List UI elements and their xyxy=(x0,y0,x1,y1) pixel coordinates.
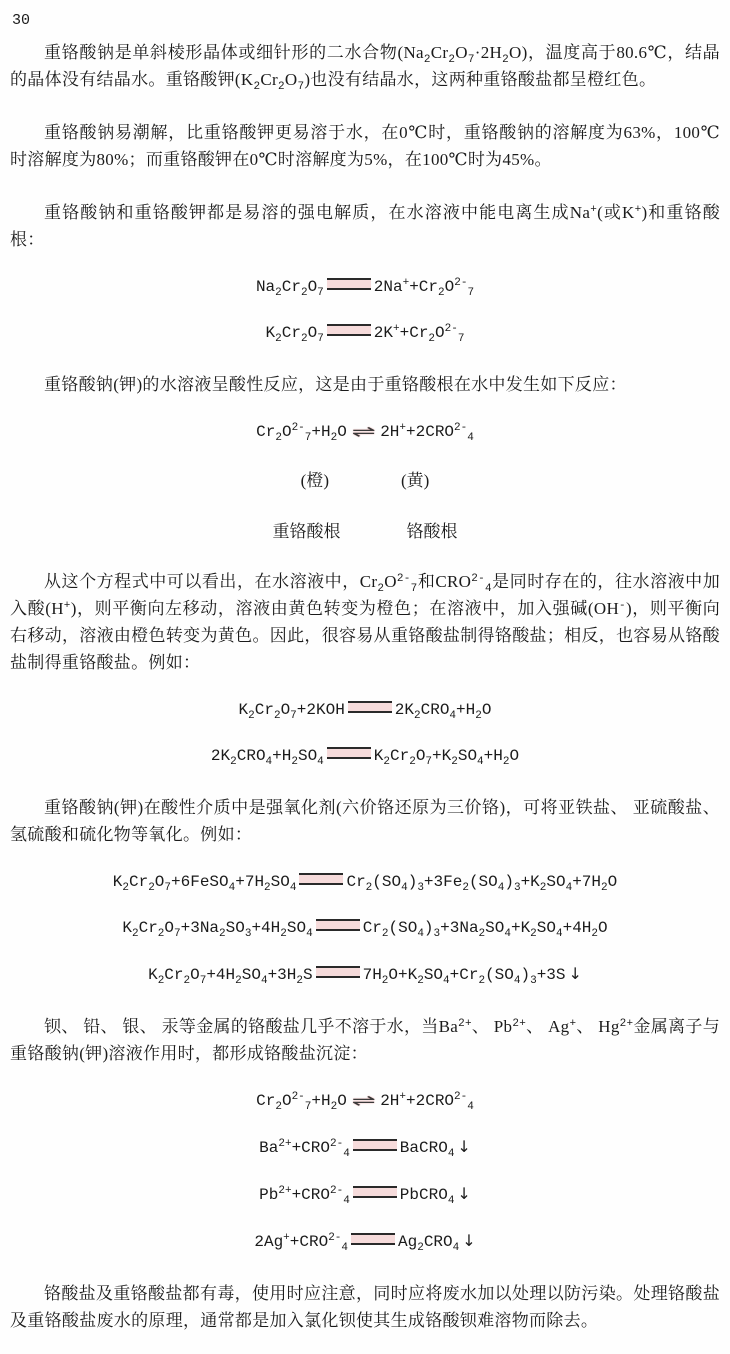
paragraph-crystal-properties: 重铬酸钠是单斜棱形晶体或细针形的二水合物$(Na_2Cr_2O_7\cdot 2H_2O)$，温度高于80.6℃，结晶的晶体没有结晶水。重铬酸钾$(K_2Cr_2O_7)$也没有结晶水，这两种重铬酸盐都呈橙红色。 xyxy=(10,43,720,93)
color-labels-row xyxy=(10,466,720,491)
equation-barium-chromate: $Ba^{2+}+CRO^{2-}_4$ BaCRO$_4$ ↓ xyxy=(259,1137,471,1160)
paragraph-solubility: 重铬酸钠易潮解，比重铬酸钾更易溶于水，在0℃时，重铬酸钠的溶解度为63%，100℃时溶解度为80%；而重铬酸钾在0℃时溶解度为5%，在100℃时为45%。 xyxy=(10,123,720,169)
equals-sign xyxy=(316,966,360,978)
equation-na2so3: $K_2Cr_2O_7+3Na_2SO_3+4H_2SO_4$ $Cr_2(SO_4)_3+3Na_2SO_4+K_2SO_4+4H_2O$ xyxy=(122,919,608,940)
equation-silver-chromate: $2Ag^++CRO^{2-}_4$ $Ag_2CRO_4$ ↓ xyxy=(254,1231,476,1254)
page-number: 30 xyxy=(12,12,31,29)
equilibrium-arrow-icon: ⇌ xyxy=(351,422,376,441)
equals-sign xyxy=(353,1186,397,1198)
precipitate-arrow-icon: ↓ xyxy=(568,964,582,983)
equation-equilibrium-repeat: $Cr_2O^{2-}_7+H_2O$ ⇌ $2H^++2CRO^{2-}_4$ xyxy=(256,1090,474,1113)
paragraph-electrolyte: 重铬酸钠和重铬酸钾都是易溶的强电解质，在水溶液中能电离生成Na+(或K+)和重铬酸根： xyxy=(10,203,720,249)
ion-name-labels-row xyxy=(10,517,720,542)
equals-sign xyxy=(327,278,371,290)
equals-sign xyxy=(353,1139,397,1151)
equation-h2s: $K_2Cr_2O_7+4H_2SO_4+3H_2S$ $7H_2O+K_2SO_4+Cr_2(SO_4)_3+3S$ ↓ xyxy=(148,964,582,987)
equals-sign xyxy=(299,873,343,885)
equation-feso4: $K_2Cr_2O_7+6FeSO_4+7H_2SO_4$ $Cr_2(SO_4)_3+3Fe_2(SO_4)_3+K_2SO_4+7H_2O$ xyxy=(112,873,618,894)
paragraph-equilibrium-shift: 从这个方程式中可以看出，在水溶液中，$Cr_2O^{2-}_7$和$CRO^{2-}_4$是同时存在的，往水溶液中加入酸(H+)，则平衡向左移动，溶液由黄色转变为橙色；在溶液中，加入强碱(OH-)，则平衡向右移动，溶液由橙色转变为黄色。因此，很容易从重铬酸盐制得铬酸盐；相反，也容易从铬酸盐制得重铬酸盐。例如： xyxy=(10,572,720,672)
paragraph-insoluble-chromates: 钡、 铅、 银、 汞等金属的铬酸盐几乎不溶于水，当$Ba^{2+}$、 $Pb^{2+}$、 Ag+、 $Hg^{2+}$金属离子与重铬酸钠(钾)溶液作用时，都形成铬酸盐沉淀： xyxy=(10,1017,721,1063)
paragraph-toxicity: 铬酸盐及重铬酸盐都有毒，使用时应注意，同时应将废水加以处理以防污染。处理铬酸盐及重铬酸盐废水的原理，通常都是加入氯化钡使其生成铬酸钡难溶物而除去。 xyxy=(10,1284,720,1330)
label-chromate-ion: 铬酸根 xyxy=(406,522,458,541)
equals-sign xyxy=(327,324,371,336)
equals-sign xyxy=(327,747,371,759)
equation-lead-chromate: $Pb^{2+}+CRO^{2-}_4$ PbCRO$_4$ ↓ xyxy=(259,1184,471,1207)
equation-ionization-sodium: $Na_2Cr_2O_7$ $2Na^++Cr_2O^{2-}_7$ xyxy=(255,276,475,299)
equals-sign xyxy=(348,701,392,713)
precipitate-arrow-icon: ↓ xyxy=(457,1184,471,1203)
equation-ionization-potassium: $K_2Cr_2O_7$ $2K^++Cr_2O^{2-}_7$ xyxy=(265,322,465,345)
label-dichromate-ion: 重铬酸根 xyxy=(272,522,341,541)
precipitate-arrow-icon: ↓ xyxy=(462,1231,476,1250)
precipitate-arrow-icon: ↓ xyxy=(457,1137,471,1156)
equation-equilibrium: $Cr_2O^{2-}_7+H_2O$ ⇌ $2H^++2CRO^{2-}_4$ xyxy=(256,421,474,444)
label-yellow: (黄) xyxy=(401,471,430,490)
paragraph-acidic-solution: 重铬酸钠(钾)的水溶液呈酸性反应，这是由于重铬酸根在水中发生如下反应： xyxy=(44,375,627,394)
paragraph-oxidizer: 重铬酸钠(钾)在酸性介质中是强氧化剂(六价铬还原为三价铬)，可将亚铁盐、 亚硫酸盐、 氢硫酸和硫化物等氧化。例如： xyxy=(10,798,720,844)
equilibrium-arrow-icon: ⇌ xyxy=(351,1091,376,1110)
equation-h2so4: $2K_2CRO_4+H_2SO_4$ $K_2Cr_2O_7+K_2SO_4+H_2O$ xyxy=(210,747,520,768)
equals-sign xyxy=(351,1233,395,1245)
equals-sign xyxy=(316,919,360,931)
label-orange: (橙) xyxy=(300,471,329,490)
equation-koh: $K_2Cr_2O_7+2KOH$ $2K_2CRO_4+H_2O$ xyxy=(238,701,492,722)
